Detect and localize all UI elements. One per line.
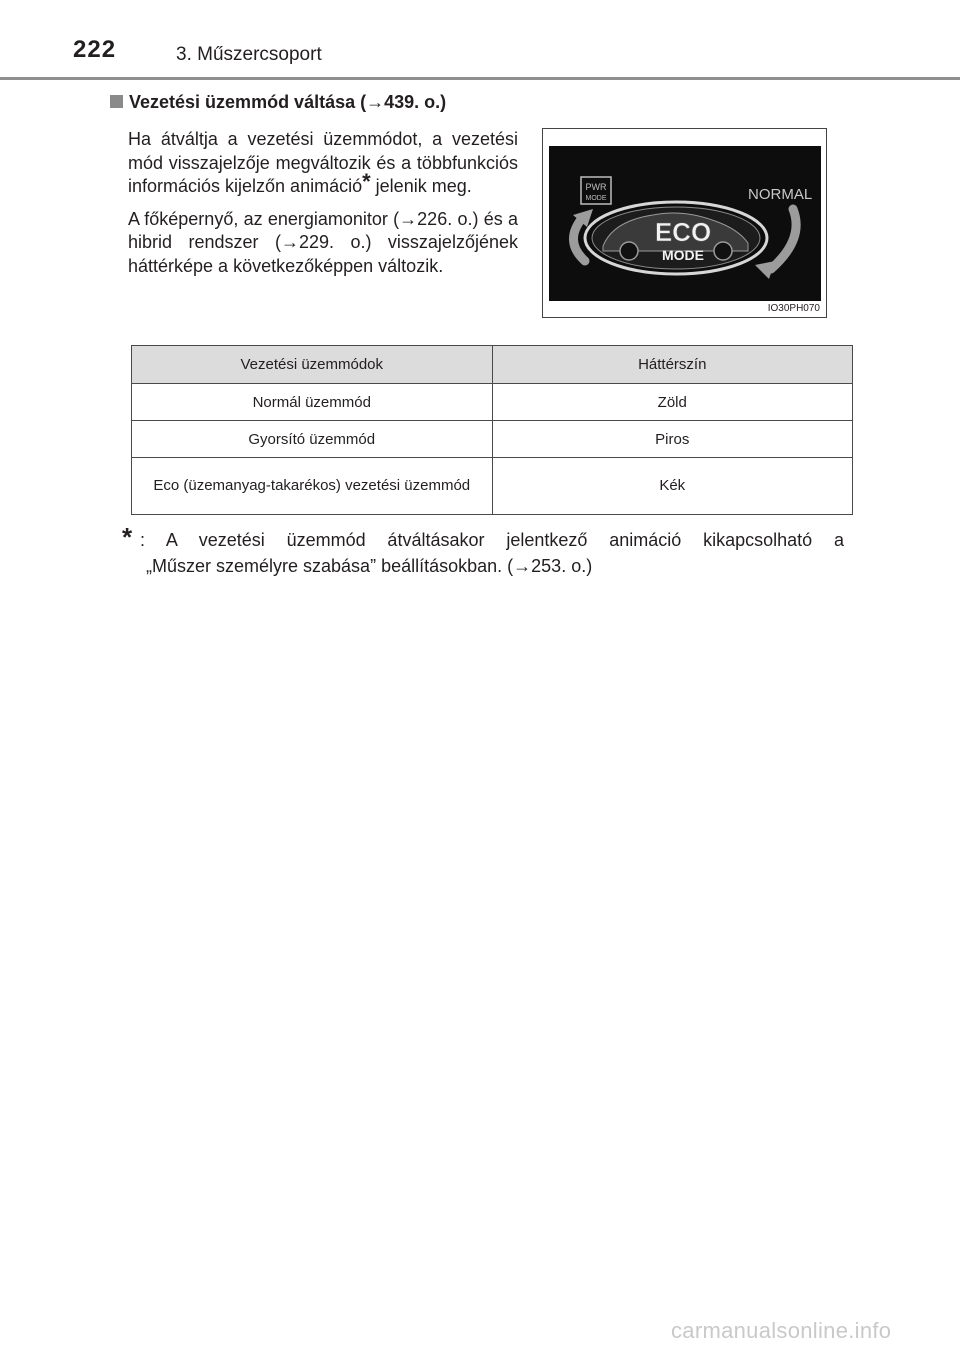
paragraph-2 [128, 208, 518, 279]
square-bullet-icon [110, 95, 123, 108]
table-cell: Piros [492, 421, 853, 458]
section-heading [110, 92, 446, 113]
pwr-mode-label-2: MODE [585, 195, 607, 202]
table-row [132, 421, 853, 458]
arrow-right-icon: → [399, 208, 418, 229]
arrow-right-icon: → [280, 232, 299, 252]
table-cell [132, 458, 493, 515]
header-divider [0, 77, 960, 80]
paragraph-1-end: jelenik meg. [370, 176, 472, 196]
footnote-marker: * [362, 169, 371, 194]
footnote-page-ref[interactable]: 253. o.) [531, 556, 593, 576]
paragraph-2-text-c[interactable]: 229. o.) visszajelzőjének háttérképe a következőképpen változik. [128, 232, 518, 276]
pwr-mode-label-1: PWR [585, 182, 607, 192]
figure-code: IO30PH070 [767, 303, 820, 314]
table-header-cell: Háttérszín [492, 346, 853, 384]
page-number: 222 [73, 36, 117, 63]
table-header-row [132, 346, 853, 384]
table-cell-text: Eco (üzemanyag-takarékos) vezetési üzemmód [153, 477, 471, 494]
page-header [0, 0, 960, 80]
table-row [132, 458, 853, 515]
paragraph-1 [128, 128, 518, 199]
watermark: carmanualsonline.info [671, 1318, 892, 1343]
paragraph-2-text-b[interactable]: 226. o.) és a hibrid rendszer ( [128, 208, 518, 252]
table-header-cell: Vezetési üzemmódok [132, 346, 493, 384]
footnote-line-2 [146, 552, 592, 580]
drive-mode-table [131, 345, 853, 515]
body-text [128, 128, 518, 287]
table-row [132, 384, 853, 421]
eco-mode-label: MODE [662, 247, 704, 263]
paragraph-1-text: Ha átváltja a vezetési üzemmódot, a vezetési mód visszajelzője megváltozik és a többfunkciós információs kijelzőn animáció [128, 129, 518, 196]
table-cell: Kék [492, 458, 853, 515]
table-cell: Zöld [492, 384, 853, 421]
table-cell: Normál üzemmód [132, 384, 493, 421]
footnote-line-2-text: „Műszer személyre szabása” beállításokban. ( [146, 556, 514, 576]
drive-mode-display-illustration [543, 129, 826, 317]
paragraph-2-text-a: A főképernyő, az energiamonitor ( [128, 208, 400, 229]
chapter-title: 3. Műszercsoport [176, 44, 322, 65]
table-cell: Gyorsító üzemmód [132, 421, 493, 458]
footnote-star: * [122, 522, 133, 552]
drive-mode-figure [542, 128, 827, 318]
eco-label: ECO [654, 217, 712, 247]
section-heading-text: Vezetési üzemmód váltása ( [129, 92, 367, 112]
footnote-line-1: : A vezetési üzemmód átváltásakor jelentkező animáció kikapcsolható a [140, 530, 844, 550]
rear-wheel [714, 242, 732, 260]
normal-mode-label: NORMAL [748, 186, 813, 203]
section-heading-ref[interactable]: 439. o.) [384, 92, 447, 112]
front-wheel [620, 242, 638, 260]
arrow-right-icon: → [366, 92, 385, 112]
arrow-right-icon: → [513, 556, 532, 576]
